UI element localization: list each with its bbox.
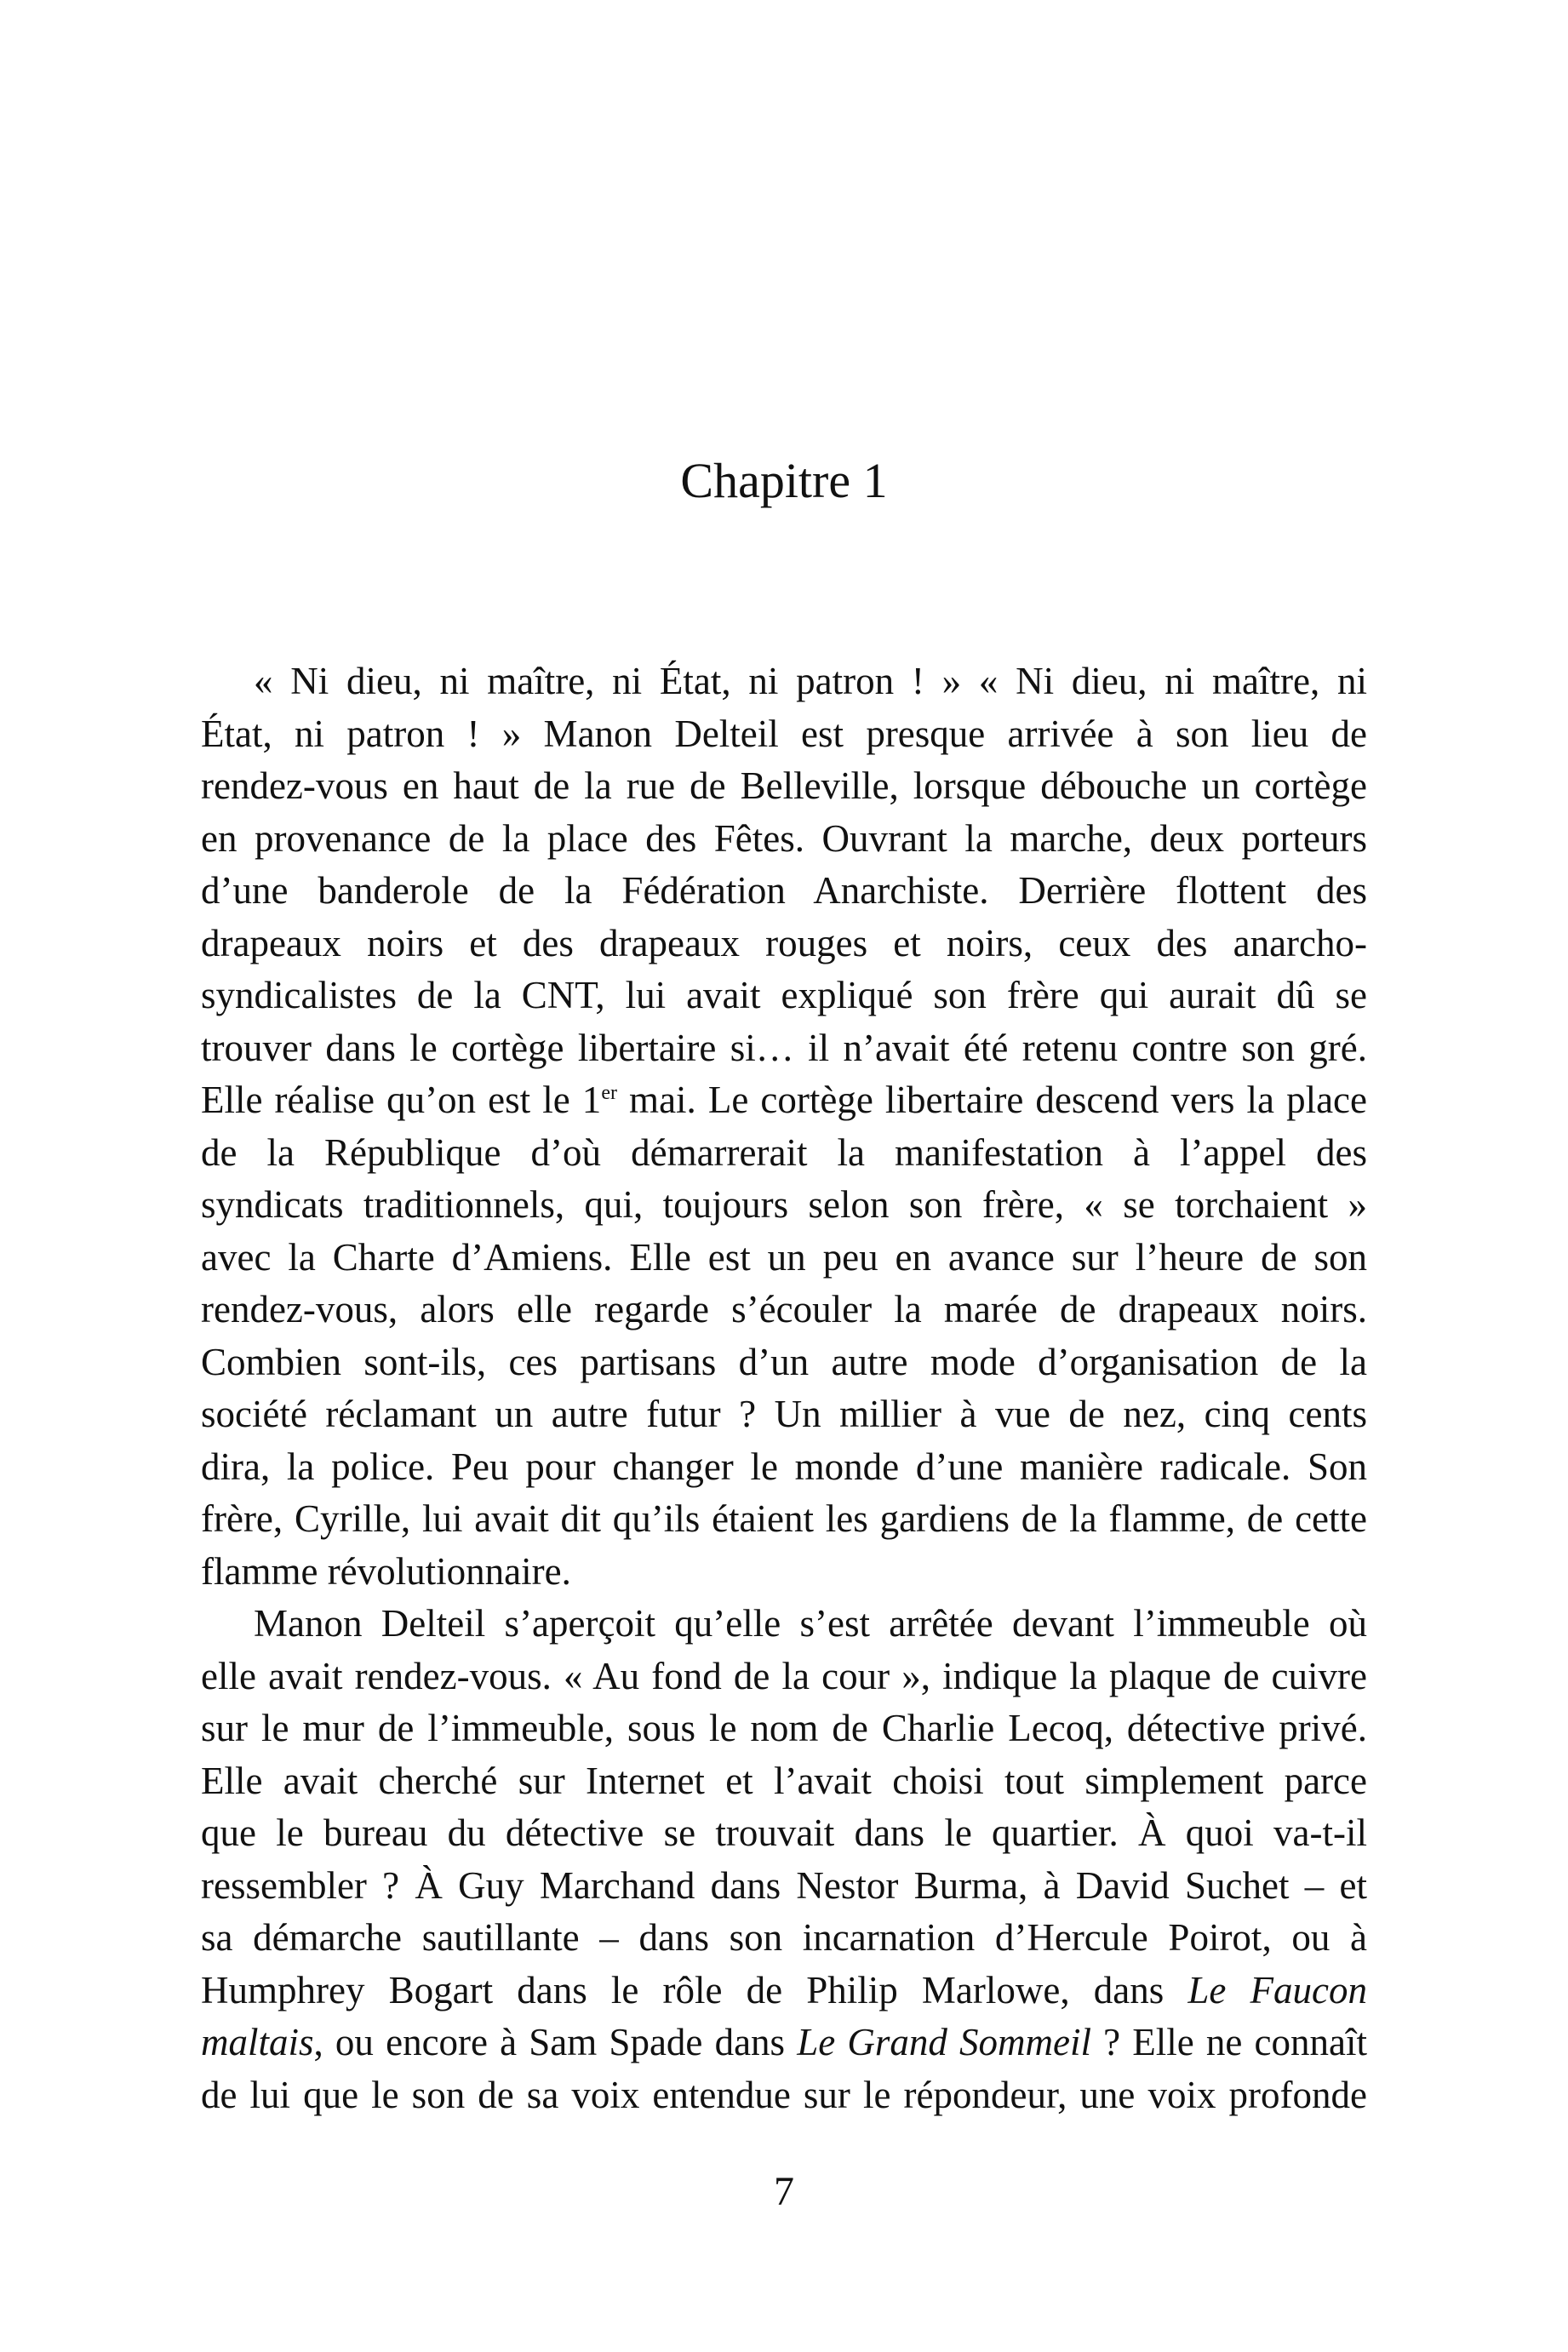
- page-number: 7: [774, 2169, 794, 2214]
- text-line: État, ni patron ! » Manon Delteil est presque arrivée à son lieu de: [201, 712, 1367, 755]
- text-line: que le bureau du détective se trouvait dans le quartier. À quoi va-t-il: [201, 1811, 1367, 1854]
- text-line: drapeaux noirs et des drapeaux rouges et noirs, ceux des anarcho-: [201, 921, 1367, 964]
- text-segment: Humphrey Bogart dans le rôle de Philip Marlowe, dans: [201, 1968, 1188, 2012]
- text-line: d’une banderole de la Fédération Anarchiste. Derrière flottent des: [201, 869, 1367, 912]
- text-line: flamme révolutionnaire.: [201, 1549, 571, 1593]
- text-line: Combien sont-ils, ces partisans d’un autre mode d’organisation de la: [201, 1340, 1367, 1383]
- ordinal-superscript: er: [601, 1082, 617, 1104]
- chapter-title: Chapitre 1: [680, 453, 888, 508]
- text-line: syndicats traditionnels, qui, toujours selon son frère, « se torchaient »: [201, 1183, 1367, 1226]
- text-line: Elle avait cherché sur Internet et l’avait choisi tout simplement parce: [201, 1759, 1367, 1802]
- text-line: « Ni dieu, ni maître, ni État, ni patron ! » « Ni dieu, ni maître, ni: [254, 660, 1367, 702]
- text-line: elle avait rendez-vous. « Au fond de la cour », indique la plaque de cuivre: [201, 1654, 1367, 1697]
- text-line: rendez-vous, alors elle regarde s’écouler la marée de drapeaux noirs.: [201, 1288, 1367, 1331]
- text-line: ressembler ? À Guy Marchand dans Nestor Burma, à David Suchet – et: [201, 1863, 1367, 1907]
- text-line: frère, Cyrille, lui avait dit qu’ils étaient les gardiens de la flamme, de cette: [201, 1497, 1367, 1540]
- text-line: trouver dans le cortège libertaire si… il n’avait été retenu contre son gré.: [201, 1026, 1367, 1069]
- book-title-italic: Le Grand Sommeil: [797, 2021, 1092, 2063]
- text-line: syndicalistes de la CNT, lui avait expliqué son frère qui aurait dû se: [201, 974, 1367, 1016]
- book-title-italic: Le Faucon: [1187, 1968, 1367, 2012]
- text-line: en provenance de la place des Fêtes. Ouvrant la marche, deux porteurs: [201, 816, 1367, 860]
- text-line: de la République d’où démarrerait la manifestation à l’appel des: [201, 1130, 1367, 1174]
- body-text: [201, 655, 1367, 2121]
- text-segment: Elle réalise qu’on est le 1: [201, 1079, 602, 1121]
- book-title-italic: maltais: [201, 2021, 314, 2063]
- text-line: de lui que le son de sa voix entendue sur le répondeur, une voix profonde: [201, 2073, 1367, 2116]
- text-segment: mai. Le cortège libertaire descend vers la place: [616, 1079, 1368, 1121]
- text-line-with-italic: [201, 2017, 1367, 2069]
- text-line: dira, la police. Peu pour changer le monde d’une manière radicale. Son: [201, 1445, 1367, 1488]
- text-line: sur le mur de l’immeuble, sous le nom de Charlie Lecoq, détective privé.: [201, 1707, 1367, 1749]
- text-line: société réclamant un autre futur ? Un millier à vue de nez, cinq cents: [201, 1393, 1367, 1435]
- text-line: Manon Delteil s’aperçoit qu’elle s’est arrêtée devant l’immeuble où: [254, 1602, 1367, 1645]
- text-line-with-italic: [201, 1965, 1367, 2017]
- text-line-with-superscript: [201, 1074, 1367, 1127]
- text-line: avec la Charte d’Amiens. Elle est un peu en avance sur l’heure de son: [201, 1235, 1367, 1279]
- text-line: sa démarche sautillante – dans son incarnation d’Hercule Poirot, ou à: [201, 1916, 1367, 1959]
- text-segment: ? Elle ne connaît: [1091, 2021, 1367, 2063]
- text-line: rendez-vous en haut de la rue de Belleville, lorsque débouche un cortège: [201, 764, 1367, 807]
- text-segment: , ou encore à Sam Spade dans: [313, 2021, 798, 2063]
